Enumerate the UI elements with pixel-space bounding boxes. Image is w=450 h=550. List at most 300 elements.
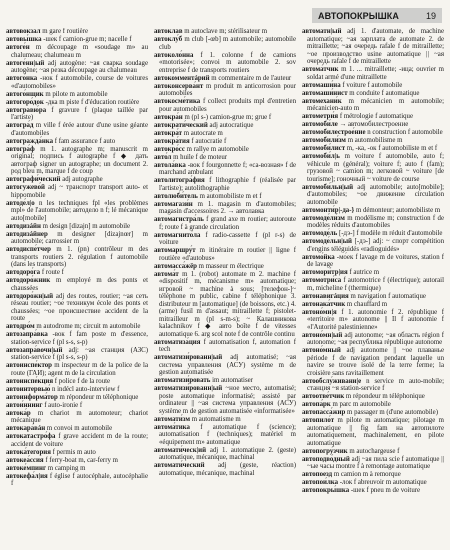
headword: автомасса́жёр (154, 262, 197, 270)
dictionary-entry (6, 138, 148, 146)
headword: автомоде́ли́зм (302, 214, 345, 222)
dictionary-entry (6, 293, 148, 323)
dictionary-entry (302, 448, 444, 456)
dictionary-entry (154, 130, 296, 138)
definition: f lithographie f (réalisée par l'artiste); autolithographie (159, 177, 296, 192)
definition: adj automobile; auto[mobile]; d'automobiles; ~ое движение circulation automobile (307, 183, 444, 206)
definition: m 1. autographe m; manuscrit m original; подпись f autographe f ◆ дать автограф signer un autographe; un document 2. род bleu m, marque f de coup (11, 145, 148, 175)
dictionary-entry (154, 52, 296, 75)
dictionary-entry (302, 417, 444, 447)
definition: -нок f automobile, course de voitures «d'automobiles» (11, 75, 148, 90)
definition: ~ное место, automatisé; poste automatique informatisé; assisté par ordinateur || ~ая система управления (АСУ) système m de gestion automatisée «informatisée» (159, 385, 296, 415)
headword: автоно́мн|ый (302, 331, 343, 339)
dictionary-entry (154, 98, 296, 113)
definition: f ferry-boat m, car-ferry m (45, 456, 118, 464)
definition: m pilote m automobile (45, 90, 108, 98)
dictionary-entry (302, 66, 444, 81)
dictionary-entry (154, 462, 296, 477)
definition: [-дэ-] adj: ~ спорт compétition d'engins téléguidés «radioguidés» (307, 238, 444, 253)
headword: автомагази́н (154, 200, 193, 208)
headword: автокефа́л|ия (6, 472, 48, 480)
headword: автовы́шка (6, 36, 42, 43)
headword: автокомментáрий (154, 74, 210, 82)
headword: автогра́ф (6, 145, 35, 153)
definition: m ville f érée autour d'une usine géante d'automobiles (11, 122, 148, 137)
definition: n service m auto-mobile; станция ~я station-service f (307, 377, 444, 392)
dictionary-entry (154, 177, 296, 192)
dictionary-entry (302, 487, 444, 495)
headword: автомоби́лист (302, 145, 346, 152)
definition: m gare f routière (42, 28, 88, 35)
definition: m 1. (pn) contrôleur m des transports routiers 2. régulation f automobile (dans les transports) (11, 246, 148, 268)
dictionary-entry (154, 263, 296, 271)
definition: m 1. magasin m d'automobiles; magasin d'accessoires 2. → автолавка (159, 200, 296, 215)
dictionary-entry (154, 138, 296, 146)
headword: автопа́рк (302, 401, 331, 408)
headword: автомехани́к (302, 97, 342, 105)
dictionary-entry (6, 36, 148, 44)
headword: автоно́ми|я (302, 308, 337, 316)
headword: автои́ннинг (6, 401, 43, 409)
definition: im automatiser (212, 377, 253, 384)
definition: f fam assurance f auto (54, 137, 116, 145)
dictionary-entry (154, 36, 296, 51)
definition: m camion m à remorque (333, 471, 401, 478)
dictionary-entry (154, 385, 296, 415)
headword: автокеа́сcия (6, 456, 44, 464)
headword: автодоро́га (6, 269, 41, 276)
headword: автометри́я (302, 113, 339, 120)
dictionary-entry (6, 122, 148, 137)
dictionary-entry (302, 301, 444, 309)
headword: автогоро́док (6, 98, 44, 106)
headword: автомоби́ле (302, 121, 338, 128)
definition: m masseur m électrique (198, 262, 264, 270)
guide-word: АВТОПОКРЫШКА (318, 10, 399, 21)
dictionary-entry (302, 90, 444, 98)
headword: автоклу́б (154, 36, 183, 43)
dictionary-entry (154, 424, 296, 447)
dictionary-entry (302, 153, 444, 183)
definition: → автомобилестроение (339, 121, 409, 128)
dictionary-entry (154, 339, 296, 354)
dictionary-entry (302, 479, 444, 487)
definition: m voiture f automobile, auto f; véhicule m (général); voiture f; auto f (fam); грузовой ~ camion m; легковой ~ voiture [de tourisme]; гоночный ~ voiture de course (307, 153, 444, 183)
definition: f grave accident m de la route; accident de voiture (11, 433, 148, 448)
headword: автопило́т (302, 417, 335, 424)
dictionary-entry (154, 146, 296, 154)
definition: m, -ка, -ок f automobiliste m et f (346, 145, 438, 152)
headword: автоинспе́кция (6, 377, 54, 385)
definition: [-дэ-] f modèle m réduit d'automobile (338, 230, 443, 237)
page-number: 19 (425, 10, 436, 21)
headword: автографи́ческий (6, 176, 61, 183)
definition: adj ~ транспорт transport auto- et hippomobile (11, 184, 148, 199)
dictionary-entry (302, 28, 444, 66)
dictionary-entry (302, 456, 444, 471)
dictionary-entry (302, 215, 444, 230)
definition: m chariot m automoteur; chariot mécanique (11, 409, 148, 424)
definition: m automatisme m (191, 415, 241, 423)
headword: авто́л (154, 153, 172, 161)
headword: автодизáйнер (6, 230, 48, 238)
definition: m 1. ... mitraillette; -ица; ouvrier m soldat armé d'une mitraillette (307, 66, 444, 81)
headword: автомаршру́т (154, 247, 196, 254)
headword: автомоде́ль (302, 230, 338, 237)
definition: m club [-œb] m automobile; automobile club (159, 36, 296, 51)
definition: n les techniques fpl «les problèmes mpl» de l'automobile; автодело n f; lé mécanique auto[mobile] (11, 199, 148, 222)
definition: -вок f fourgonnette f; «са-возная» f de marchand ambulant (159, 161, 296, 176)
dictionary-entry (302, 332, 444, 347)
dictionary-entry (6, 184, 148, 199)
dictionary-entry (6, 60, 148, 75)
dictionary-entry (6, 231, 148, 246)
dictionary-entry (302, 269, 444, 277)
dictionary-entry (6, 402, 148, 410)
headword: автома́тчик (302, 66, 339, 73)
headword: автолитогра́фия (154, 177, 205, 184)
dictionary-entry (6, 223, 148, 231)
definition: adj (geste, réaction) automatique, mécanique, machinal (159, 462, 296, 477)
definition: m pilote m automatique; pilotage m automatique || fig fam на автопилоте automatiquement, machinalement, en pilote automatique (307, 417, 444, 447)
dictionary-entry (302, 293, 444, 301)
headword: автонака́тчик (302, 300, 346, 308)
dictionary-entry (302, 409, 444, 417)
headword: автолюби́тель (154, 192, 198, 200)
dictionary-entry (154, 416, 296, 424)
definition: m 1. (robot) automate m 2. machine f «dispositif m, mécanisme m» automatique; игровой ~ machine à sous; [телефон-]~ téléphone m public, cabine f téléphonique 3. distributeur m [automatique] (de boissons, etc.) 4. (arme) fusil m d'assaut; mitraillette f; pistolet-mitrailleur m (pl s-m-s); ~ Калашникова kalachnikov f ◆ авто boîte f de vitesses automatique 6. arg scol note f de contrôle continu (159, 270, 296, 338)
dictionary-entry (302, 137, 444, 145)
dictionary-entry (154, 122, 296, 130)
column-1 (6, 28, 148, 546)
dictionary-entry (6, 378, 148, 386)
dictionary-entry (302, 113, 444, 121)
headword: автозапра́вка (6, 331, 48, 338)
headword: автоинформа́тор (6, 393, 58, 401)
dictionary-entry (6, 410, 148, 425)
definition: m automobilisme m (347, 137, 403, 144)
headword: автоколо́нна (154, 51, 194, 59)
dictionary-entry (154, 447, 296, 462)
dictionary-entry (6, 386, 148, 394)
headword: автокатастро́фа (6, 433, 56, 440)
definition: f police f de la route (54, 377, 111, 385)
dictionary-entry (302, 254, 444, 269)
dictionary-entry (6, 91, 148, 99)
definition: n indécl auto-interview f (52, 385, 120, 393)
dictionary-columns (6, 28, 444, 546)
dictionary-entry (6, 146, 148, 176)
definition: f automatique f (science); automatisation f (techniques); matériel m «équipement m» automatique (159, 423, 296, 446)
definition: m produit m anticorrosion pour automobiles (159, 82, 296, 97)
dictionary-entry (302, 129, 444, 137)
dictionary-entry (154, 154, 296, 162)
headword: автоинспе́ктор (6, 362, 52, 369)
headword: автомаши́на (302, 81, 341, 89)
dictionary-entry (6, 75, 148, 90)
definition: f autocratie f (191, 137, 227, 145)
headword: автомагистра́ль (154, 216, 204, 223)
dictionary-entry (154, 354, 296, 377)
definition: f 1. colonne f de camions «motorisée»; convoi m automobile 2. sov entreprise f de transports routiers (159, 51, 296, 74)
dictionary-entry (154, 201, 296, 216)
dictionary-entry (6, 362, 148, 377)
definition: -вок f fam poste m d'essence, station-service f (pl s-s, s-p) (11, 331, 148, 346)
dictionary-entry (154, 114, 296, 122)
definition: m autodrome m; circuit m automobile (36, 323, 141, 330)
definition: m autocrate m (183, 129, 223, 137)
definition: adj 1. automatique 2. (geste) automatique, mécanique, machinal (159, 446, 296, 461)
headword: автого́нщик (6, 90, 44, 98)
headword: автомотри́са (302, 277, 342, 284)
headword: автодизáйн (6, 222, 41, 230)
definition: f permis m auto (52, 448, 96, 456)
definition: adj autocratique (209, 121, 254, 129)
headword: автомоде́льн|ый (302, 238, 353, 245)
definition: m design [dizajn] m automobile (42, 222, 131, 230)
headword: автома́тн|ый (302, 28, 342, 35)
dictionary-entry (6, 246, 148, 269)
definition: -дка m piste f d'éducation routière (45, 98, 140, 106)
dictionary-entry (6, 425, 148, 433)
definition: m autoclave m; stérilisateur m (184, 28, 268, 35)
dictionary-entry (154, 247, 296, 262)
definition: m designer [dizajnœr] m automobile; carrossier m (11, 230, 148, 245)
headword: автока́р (6, 409, 31, 417)
definition: f automotrice f (électrique); autorail m, micheline f (thermique) (307, 277, 444, 292)
headword: автогужево́й (6, 184, 46, 191)
dictionary-entry (6, 277, 148, 292)
dictionary-entry (302, 347, 444, 377)
dictionary-entry (302, 378, 444, 393)
definition: n construction f automobile (367, 129, 443, 136)
dictionary-entry (6, 99, 148, 107)
dictionary-entry (154, 216, 296, 231)
dictionary-entry (6, 269, 148, 277)
definition: m modélisme m; construction f de modèles réduits d'automobiles (307, 214, 444, 229)
definition: f grand axe m routier; autoroute f; route f à grande circulation (159, 216, 296, 231)
headword: автомоби́льн|ый (302, 183, 354, 191)
headword: автокра́н (154, 113, 183, 121)
headword: автокра́т (154, 129, 182, 137)
definition: m (pl s-) camion-grue m; grue f (184, 113, 272, 121)
headword: автоке́мпинг (6, 464, 47, 472)
dictionary-entry (154, 271, 296, 339)
headword: автоинтервью́ (6, 385, 51, 393)
headword: автоматиза́ция (154, 338, 201, 346)
dictionary-entry (302, 393, 444, 401)
definition: adj autographe (62, 176, 103, 183)
definition: m commentaire m de l'auteur (211, 74, 292, 82)
headword: автокосме́тика (154, 98, 201, 105)
dictionary-entry (6, 44, 148, 59)
definition: adj autonome || ~ое плаванье période f de navigation pendant laquelle un navire se trouve isolé de la terre ferme; la croisière sans ravitaillement (307, 347, 444, 377)
dictionary-entry (302, 277, 444, 292)
headword: автомоби́л|ь (302, 153, 340, 160)
definition: m inspecteur m de la police de la route (ГАИ); agent m de la circulation (11, 362, 148, 377)
dictionary-entry (6, 28, 148, 36)
definition: -шек f camion-grue m; nacelle f (43, 36, 132, 43)
headword: автонавигáция (302, 292, 349, 300)
dictionary-entry (302, 230, 444, 238)
headword: автоотве́тчик (302, 393, 345, 400)
headword: автовокза́л (6, 28, 41, 35)
headword: автоматизи́рованн|ый (154, 354, 223, 361)
dictionary-entry (154, 28, 296, 36)
dictionary-entry (154, 75, 296, 83)
dictionary-entry (6, 449, 148, 457)
definition: f auto-ironie f (44, 401, 83, 409)
headword: автоде́л|о (6, 199, 35, 207)
headword: автопасса́жир (302, 409, 346, 416)
definition: f voiture f automobile (342, 81, 403, 89)
headword: автоге́н (6, 44, 30, 51)
dictionary-entry (302, 184, 444, 207)
headword: автопоезд (302, 471, 333, 478)
definition: f automatisation f, automation f tech (159, 338, 296, 353)
definition: m huile f de moteur (173, 153, 228, 161)
definition: m découpage m «soudage m» au chalumeau; chalumeau m (11, 44, 148, 59)
dictionary-entry (302, 207, 444, 215)
definition: m répondeur m téléphonique (345, 393, 425, 400)
headword: автоматизи́рованн|ый (154, 385, 223, 392)
definition: m automobiliste m et f (199, 192, 262, 200)
definition: m navigation f automatique (350, 292, 426, 300)
definition: m itinéraire m routier || ligne f routière «d'autobus» (159, 247, 296, 262)
headword: автокро́сс (154, 145, 185, 153)
definition: m démonteur; automobiliste m (355, 206, 441, 214)
headword: автола́вка (154, 161, 186, 169)
definition: m passager m (d'une automobile) (347, 409, 438, 416)
headword: автодро́м (6, 323, 35, 330)
headword: автозапра́вочн|ый (6, 346, 63, 354)
definition: f métrologie f automatique (339, 113, 413, 120)
definition: adj autogène: ~ая сварка soudage autogène; ~ая резка découpage au chalumeau (11, 59, 148, 74)
definition: m mécanicien m automobile; mécanicien-auto m (307, 97, 444, 112)
dictionary-entry (6, 465, 148, 473)
definition: f gravure f (plaque taillée par l'artiste) (11, 106, 148, 121)
definition: m parc m automobile (332, 401, 391, 408)
dictionary-entry (154, 83, 296, 98)
definition: f autrice m (349, 269, 380, 276)
headword: автока́тегория (6, 448, 51, 456)
definition: adj: ~ая станция (АЗС) station-service f (pl s-s, s-p) (11, 346, 148, 361)
definition: adj 1. d'automate, de machine automatique; ~ая зарплата de automate 2. de mitraillette; ~ая очередь rafale f de mitraillette; ~ое производство usine automatique || ~ая очередь rafale f de mitraillette (307, 28, 444, 65)
headword: автомобили́зм (302, 137, 346, 144)
headword: автопокры́шка (302, 487, 350, 494)
definition: f collect produits mpl d'entretien pour automobiles (159, 98, 296, 113)
definition: f radio-cassette f (pl r-s) de voiture (159, 231, 296, 246)
headword: автогравю́ра (6, 106, 47, 114)
definition: m chauffard m (346, 300, 388, 308)
dictionary-entry (6, 394, 148, 402)
headword: автомори́тр|ия (302, 269, 348, 276)
dictionary-entry (154, 193, 296, 201)
dictionary-entry (302, 471, 444, 479)
definition: adj des routes, routier; ~ая сеть réseau routier; ~ое техникум école des ponts et chaussées; ~ое происшествие accident de la route (11, 292, 148, 322)
dictionary-entry (302, 82, 444, 90)
definition: f 1. autonomie f 2. république f «territoire m» autonome || Il f autonomie f «l'Autorité palestinienne» (307, 308, 444, 331)
definition: m employé m des ponts et chaussées (11, 277, 148, 292)
dictionary-entry (154, 377, 296, 385)
headword: автомонти́р|-да-} (302, 206, 355, 214)
headword: автого́нка (6, 75, 38, 82)
dictionary-entry (154, 232, 296, 247)
definition: adj automatisé; ~ая система управления (АСУ) système m de gestion automatisée (159, 354, 296, 376)
definition: m rallye m automobile (186, 145, 249, 153)
headword: автоподво́дный (302, 455, 350, 463)
definition: -лок f abreuvoir m automatique (339, 479, 427, 486)
column-3 (302, 28, 444, 546)
dictionary-entry (6, 107, 148, 122)
headword: автокла́в (154, 28, 183, 35)
dictionary-entry (302, 121, 444, 129)
dictionary-entry (6, 331, 148, 346)
headword: автомобилестрое́ние (302, 129, 366, 136)
headword: автократи́ческий (154, 121, 208, 129)
headword: автомати́ческ|ий (154, 446, 207, 454)
headword: автокра́тия (154, 137, 190, 145)
dictionary-entry (6, 473, 148, 488)
definition: adj ~ая пила scie f automatique || ~ые часы montre f à remontage automatique (307, 455, 444, 470)
dictionary-entry (6, 347, 148, 362)
headword: автоге́нн|ый (6, 59, 45, 67)
definition: -мо́ек f lavage m de voitures, station f de lavage (307, 253, 444, 268)
dictionary-entry (302, 401, 444, 409)
headword: автогражда́нка (6, 137, 54, 145)
headword: автомати́зм (154, 415, 190, 423)
headword: автодоро́жн|ый (6, 292, 54, 300)
definition: m conduite f automatique (349, 89, 420, 97)
headword: автопогру́зчик (302, 447, 348, 455)
dictionary-entry (6, 433, 148, 448)
dictionary-entry (6, 200, 148, 223)
headword: автодиспе́тчер (6, 246, 51, 253)
dictionary-entry (154, 162, 296, 177)
headword: автоно́мный (302, 347, 341, 354)
dictionary-entry (6, 323, 148, 331)
definition: -шек f pneu m de voiture (350, 487, 421, 494)
running-header (312, 8, 442, 23)
headword: автомаши́нист (302, 89, 348, 97)
headword: автомати́ческий (154, 462, 205, 469)
definition: f route f (41, 269, 64, 276)
definition: f église f autocéphale, autocéphalie f (11, 472, 148, 487)
headword: автомо́йка (302, 253, 335, 261)
headword: автообслу́живани|е (302, 377, 362, 385)
headword: автоконсерва́нт (154, 82, 204, 90)
headword: автодоро́жник (6, 277, 51, 284)
dictionary-entry (6, 457, 148, 465)
dictionary-entry (302, 238, 444, 253)
headword: автоматизи́ровать (154, 377, 211, 384)
dictionary-entry (302, 98, 444, 113)
definition: m convoi m automobile (46, 425, 113, 432)
definition: m camping m (47, 464, 86, 472)
headword: автокара́вáн (6, 425, 46, 432)
headword: автома́тика (154, 423, 190, 431)
definition: adj autonome; ~ая область région f autonome; ~ая республика république autonome (307, 331, 444, 346)
definition: m répondeur m téléphonique (59, 393, 139, 401)
definition: m autochargeuse f (349, 447, 400, 455)
dictionary-entry (302, 309, 444, 332)
dictionary-entry (6, 176, 148, 184)
headword: автомагнито́ла (154, 231, 201, 239)
headword: автома́т (154, 270, 179, 278)
headword: автопои́лка (302, 479, 339, 486)
headword: автогра́д (6, 122, 34, 129)
column-2 (154, 28, 296, 546)
